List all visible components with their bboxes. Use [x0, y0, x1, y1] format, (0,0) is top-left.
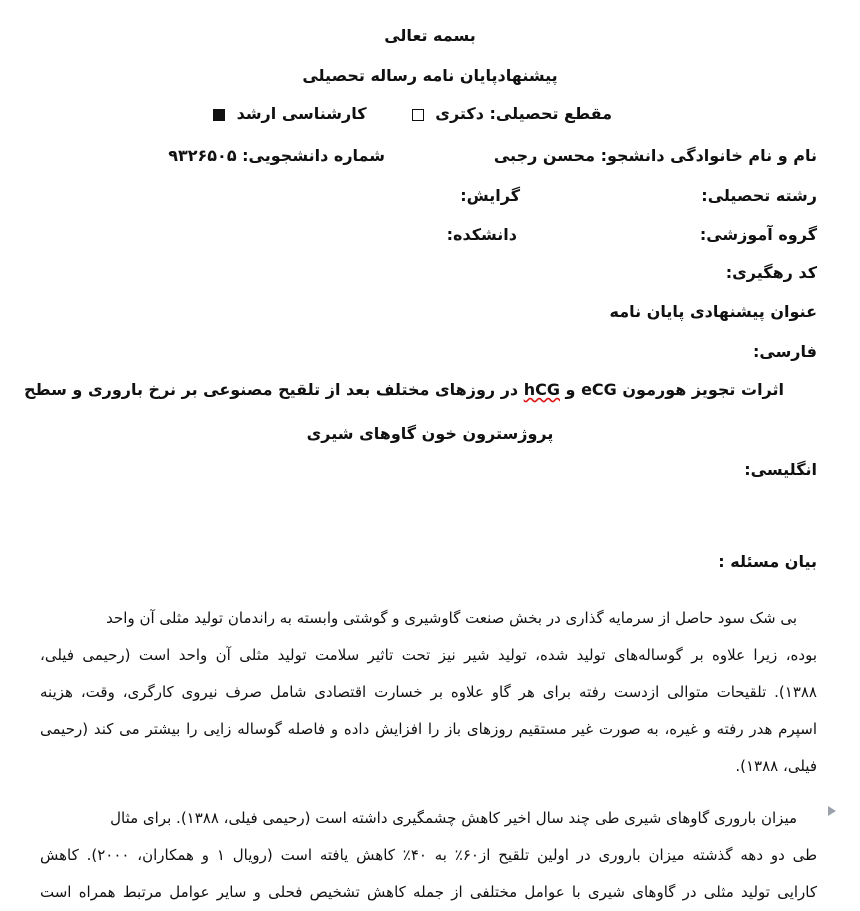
problem-paragraph-2: [40, 800, 817, 911]
persian-title-line2: پروژسترون خون گاوهای شیری: [306, 424, 554, 443]
paragraph-line: کارایی تولید مثلی در گاوهای شیری با عوامل مختلفی از جمله کاهش تشخیص فحلی و سایر عوامل مرتبط همراه است: [40, 883, 817, 901]
tracking-code-label: کد رهگیری:: [725, 263, 817, 282]
option-masters-label: کارشناسی ارشد: [236, 104, 367, 123]
phd-checkbox[interactable]: [412, 109, 424, 121]
paragraph-line: میزان باروری گاوهای شیری طی چند سال اخیر کاهش چشمگیری داشته است (رحیمی فیلی، ۱۳۸۸). برای مثال: [110, 809, 797, 827]
group-label: گروه آموزشی:: [699, 225, 817, 244]
english-title-label: انگلیسی:: [744, 460, 817, 479]
student-id-value: ۹۳۲۶۵۰۵: [168, 146, 237, 165]
persian-title-pre: اثرات تجویز هورمون: [622, 380, 784, 399]
document-title: پیشنهادپایان نامه رساله تحصیلی: [302, 66, 558, 85]
persian-title-post: در روزهای مختلف بعد از تلقیح مصنوعی بر نرخ باروری و سطح: [24, 380, 519, 399]
persian-title-label: فارسی:: [752, 342, 817, 361]
student-name-value: محسن رجبی: [493, 146, 595, 165]
masters-checkbox[interactable]: [213, 109, 225, 121]
student-name-row: [494, 146, 817, 165]
faculty-label: دانشکده:: [446, 225, 517, 244]
paragraph-line: ۱۳۸۸). تلقیحات متوالی ازدست رفته برای هر گاو علاوه بر خسارت اقتصادی شامل صرف نیروی کارگری، وقت، هزینه: [40, 683, 817, 701]
student-id-row: [168, 146, 385, 165]
option-phd-label: دکتری: [435, 104, 484, 123]
paragraph-line: بوده، زیرا علاوه بر گوساله‌های تولید شده، تولید شیر نیز تحت تاثیر سلامت تولید مثلی آن واحد است (رحیمی فیلی،: [40, 646, 817, 664]
hcg-term: hCG: [523, 380, 560, 399]
student-name-label: نام و نام خانوادگی دانشجو:: [600, 146, 817, 165]
persian-title-and: و: [565, 380, 576, 399]
problem-paragraph-1: [40, 600, 817, 785]
invocation-heading: بسمه تعالی: [384, 26, 476, 45]
thesis-title-heading: عنوان پیشنهادی پایان نامه: [609, 302, 817, 321]
degree-row: [207, 104, 612, 123]
orientation-label: گرایش:: [460, 186, 520, 205]
student-id-label: شماره دانشجویی:: [242, 146, 385, 165]
paragraph-line: فیلی، ۱۳۸۸).: [735, 757, 817, 775]
persian-title-line1: [24, 380, 784, 399]
paragraph-marker-icon: [828, 806, 836, 816]
field-label: رشته تحصیلی:: [701, 186, 817, 205]
problem-statement-heading: بیان مسئله :: [718, 552, 817, 571]
paragraph-line: بی شک سود حاصل از سرمایه گذاری در بخش صنعت گاوشیری و گوشتی وابسته به راندمان تولید مثلی آن واحد: [106, 609, 797, 627]
paragraph-line: اسپرم هدر رفته و غیره، به صورت غیر مستقیم روزهای باز را افزایش داده و فاصله گوساله زایی را بیشتر می کند (رحیمی: [40, 720, 817, 738]
ecg-term: eCG: [581, 380, 617, 399]
paragraph-line: طی دو دهه گذشته میزان باروری در اولین تلقیح از۶۰٪ به ۴۰٪ کاهش یافته است (رویال ۱ و همکاران، ۲۰۰۰). کاهش: [40, 846, 818, 864]
degree-label: مقطع تحصیلی:: [489, 104, 612, 123]
